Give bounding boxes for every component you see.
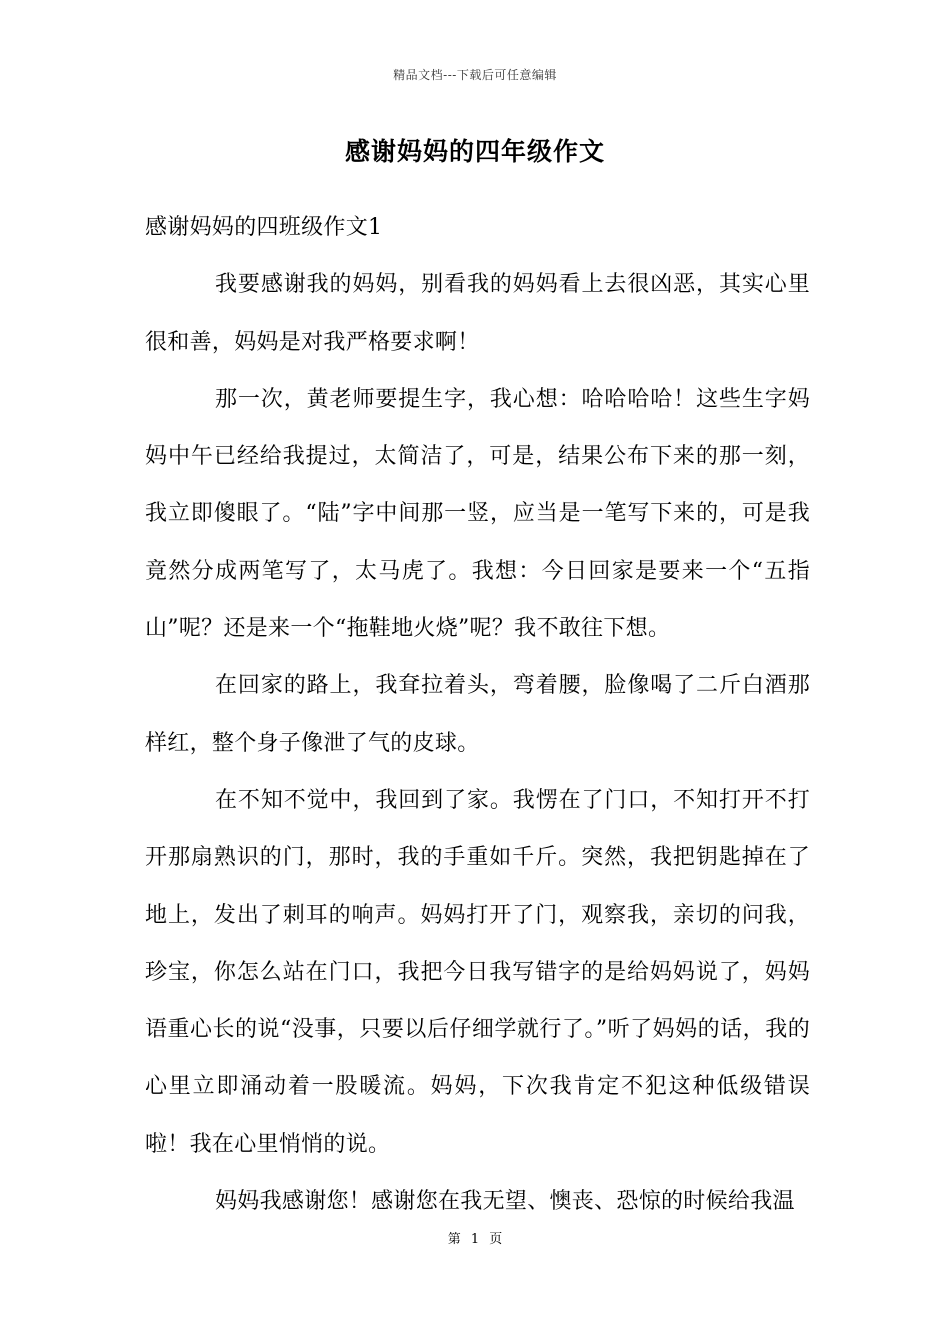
footer-prefix: 第 [447, 1232, 461, 1247]
paragraph-3: 在回家的路上，我耷拉着头，弯着腰，脸像喝了二斤白酒那样红，整个身子像泄了气的皮球。 [145, 673, 810, 756]
document-body [145, 199, 810, 1230]
document-subtitle: 感谢妈妈的四班级作文1 [145, 215, 383, 240]
paragraph-4: 在不知不觉中，我回到了家。我愣在了门口，不知打开不打开那扇熟识的门，那时，我的手重如千斤。突然，我把钥匙掉在了地上，发出了刺耳的响声。妈妈打开了门，观察我，亲切的问我，珍宝，你怎么站在门口，我把今日我写错字的是给妈妈说了，妈妈语重心长的说“没事，只要以后仔细学就行了。”听了妈妈的话，我的心里立即涌动着一股暖流。妈妈，下次我肯定不犯这种低级错误啦！我在心里悄悄的说。 [145, 787, 810, 1157]
document-title: 感谢妈妈的四年级作文 [344, 137, 605, 166]
paragraph-1: 我要感谢我的妈妈，别看我的妈妈看上去很凶恶，其实心里很和善，妈妈是对我严格要求啊！ [145, 272, 810, 355]
page-footer [0, 1228, 950, 1247]
paragraph-5: 妈妈我感谢您！感谢您在我无望、懊丧、恐惊的时候给我温 [215, 1189, 795, 1215]
footer-suffix: 页 [489, 1232, 503, 1247]
paragraph-2: 那一次，黄老师要提生字，我心想：哈哈哈哈！这些生字妈妈中午已经给我提过，太简洁了，可是，结果公布下来的那一刻，我立即傻眼了。“陆”字中间那一竖，应当是一笔写下来的，可是我竟然分成两笔写了，太马虎了。我想：今日回家是要来一个“五指山”呢？还是来一个“拖鞋地火烧”呢？我不敢往下想。 [145, 386, 810, 642]
page-number: 1 [470, 1232, 480, 1247]
header-note: 精品文档---下载后可任意编辑 [393, 68, 557, 82]
